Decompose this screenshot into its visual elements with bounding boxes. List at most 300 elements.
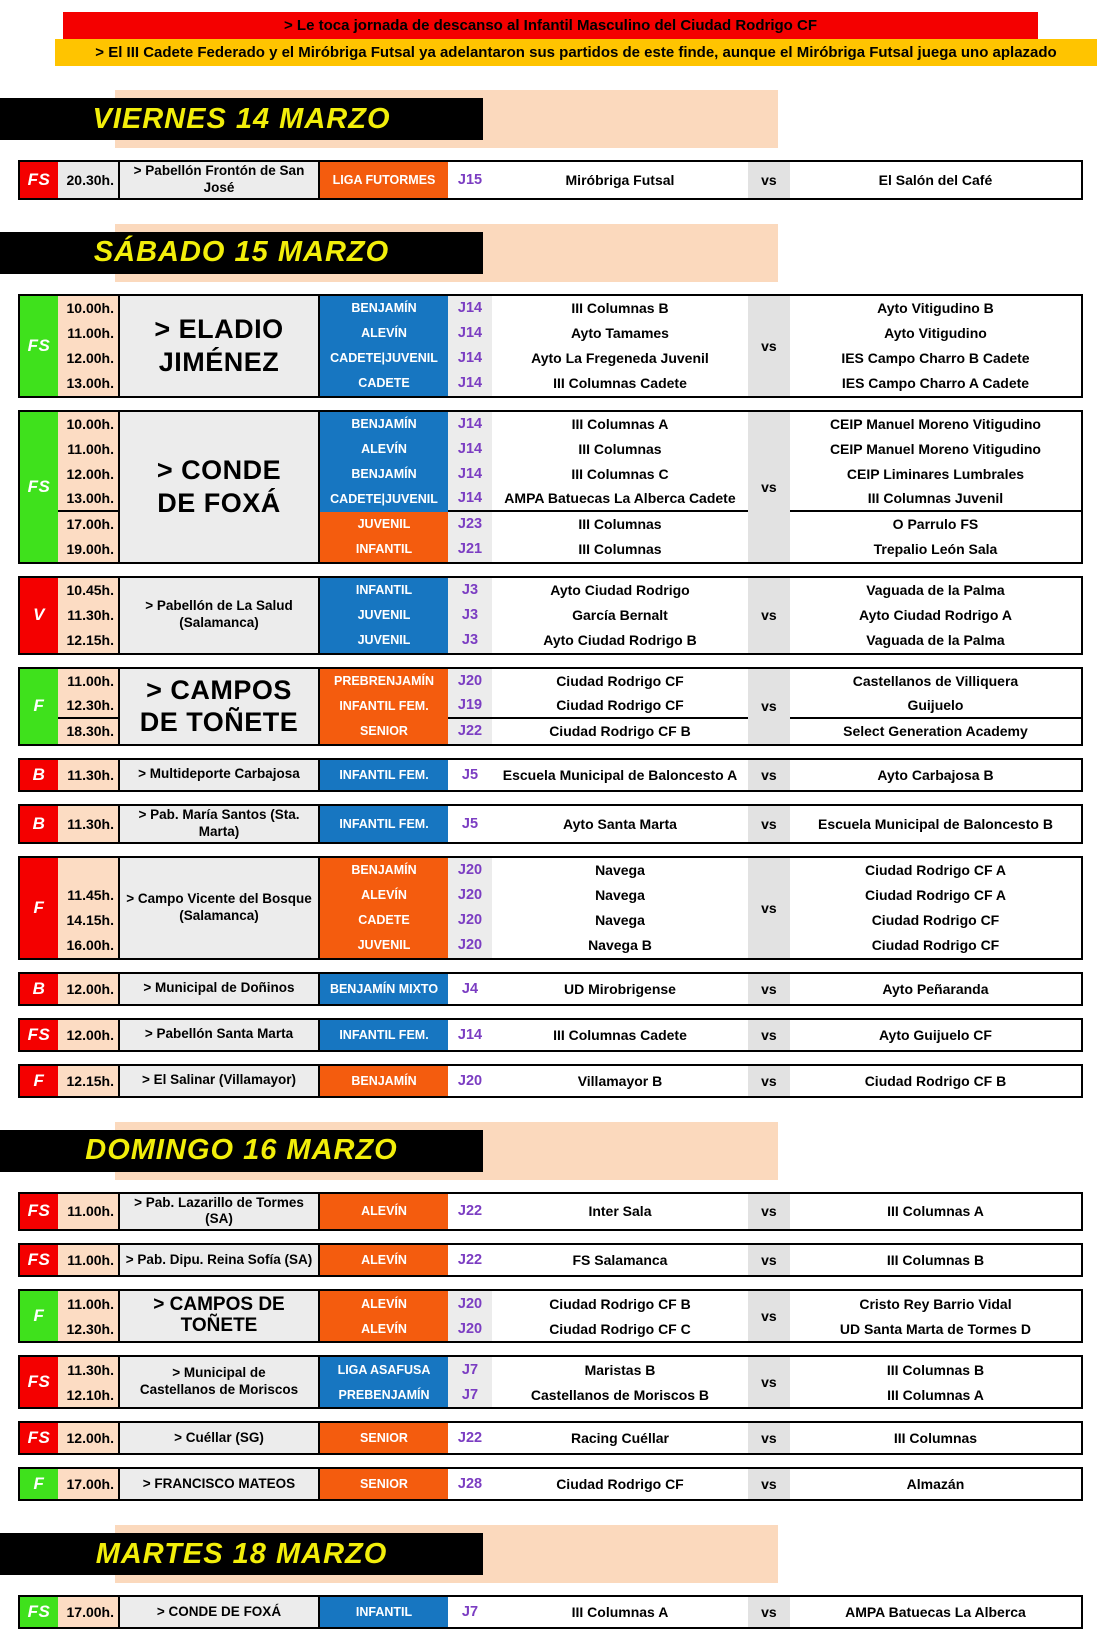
away-team-column <box>790 974 1081 1004</box>
home-team: Escuela Municipal de Baloncesto A <box>502 766 738 783</box>
category-badge: ALEVÍN <box>320 1291 448 1316</box>
time-label: 10.45h. <box>66 582 114 599</box>
category-badge: ALEVÍN <box>320 883 448 908</box>
vs-cell <box>748 858 790 958</box>
venue-name-line: > Pabellón Santa Marta <box>144 1026 294 1042</box>
fixture-block <box>18 1064 1083 1098</box>
venue-name-line: > Pabellón de La Salud <box>145 598 293 614</box>
home-team-column <box>492 1357 748 1407</box>
category-column <box>320 858 448 958</box>
category-badge: INFANTIL FEM. <box>320 760 448 790</box>
vs-label: vs <box>761 171 777 188</box>
jornada-column <box>448 1423 492 1453</box>
venue-name-line: > Multideporte Carbajosa <box>138 766 300 782</box>
jornada-label: J5 <box>461 815 479 832</box>
competition-badge: B <box>20 806 58 842</box>
time-label: 11.00h. <box>67 1252 114 1269</box>
vs-label: vs <box>761 815 777 832</box>
vs-label: vs <box>761 1604 777 1621</box>
time-label: 13.00h. <box>66 375 114 392</box>
away-team-column <box>790 858 1081 958</box>
venue-cell <box>118 1066 320 1096</box>
vs-label: vs <box>761 1203 777 1220</box>
venue-cell <box>118 296 320 396</box>
category-column <box>320 1245 448 1275</box>
category-badge: PREBENJAMÍN <box>320 1382 448 1407</box>
home-team: III Columnas B <box>571 300 669 317</box>
time-label: 11.00h. <box>67 441 114 458</box>
venue-name-line: JIMÉNEZ <box>158 346 280 377</box>
away-team: III Columnas B <box>886 1361 985 1378</box>
category-column <box>320 1357 448 1407</box>
time-label: 17.00h. <box>66 1476 114 1493</box>
day-header-box <box>0 98 483 140</box>
time-label: 17.00h. <box>66 1604 114 1621</box>
jornada-column <box>448 858 492 958</box>
jornada-label: J14 <box>457 441 483 458</box>
day-header-label: DOMINGO 16 MARZO <box>85 1134 398 1166</box>
competition-badge: F <box>20 1066 58 1096</box>
home-team: Racing Cuéllar <box>570 1430 669 1447</box>
jornada-label: J14 <box>457 466 483 483</box>
time-label: 12.30h. <box>66 1320 114 1337</box>
jornada-label: J19 <box>448 694 492 719</box>
time-label: 12.00h. <box>66 1026 114 1043</box>
category-badge: PREBRENJAMÍN <box>320 669 448 694</box>
away-team: CEIP Liminares Lumbrales <box>846 466 1025 483</box>
away-team-column <box>790 1066 1081 1096</box>
away-team: III Columnas B <box>886 1252 985 1269</box>
vs-cell <box>748 1020 790 1050</box>
away-team: Vaguada de la Palma <box>866 582 1005 599</box>
vs-cell <box>748 412 790 562</box>
category-badge: SENIOR <box>320 1423 448 1453</box>
venue-name-line: > Cuéllar (SG) <box>174 1429 264 1445</box>
away-team-column <box>790 1020 1081 1050</box>
home-team-column <box>492 1066 748 1096</box>
category-badge: SENIOR <box>320 1469 448 1499</box>
away-team: Ciudad Rodrigo CF <box>871 937 1000 953</box>
day-header <box>0 90 1101 148</box>
competition-badge: FS <box>20 1245 58 1275</box>
day-header <box>0 224 1101 282</box>
venue-name-line: > Pab. María Santos (Sta. Marta) <box>138 806 300 839</box>
venue-cell <box>118 1423 320 1453</box>
venue-cell <box>118 1597 320 1627</box>
venue-cell <box>118 1291 320 1341</box>
jornada-label: J15 <box>457 171 483 188</box>
time-column <box>58 1245 118 1275</box>
venue-name-line: (Salamanca) <box>179 615 259 631</box>
home-team: Ciudad Rodrigo CF <box>556 673 684 690</box>
time-column <box>58 162 118 198</box>
home-team: Ciudad Rodrigo CF B <box>549 1295 691 1312</box>
away-team: III Columnas A <box>887 1203 984 1220</box>
time-label: 16.00h. <box>66 937 114 953</box>
fixture-block <box>18 1467 1083 1501</box>
category-badge: LIGA ASAFUSA <box>320 1357 448 1382</box>
venue-cell <box>118 1194 320 1230</box>
time-column <box>58 1020 118 1050</box>
vs-label: vs <box>761 1476 777 1493</box>
category-column <box>320 669 448 744</box>
category-badge: JUVENIL <box>320 933 448 958</box>
away-team-column <box>790 1357 1081 1407</box>
away-team-column <box>790 1423 1081 1453</box>
home-team-column <box>492 162 748 198</box>
away-team: Ayto Ciudad Rodrigo A <box>858 607 1012 624</box>
jornada-label: J20 <box>457 673 483 690</box>
category-column <box>320 162 448 198</box>
time-label: 12.00h. <box>66 1430 114 1447</box>
time-column <box>58 760 118 790</box>
venue-cell <box>118 669 320 744</box>
away-team: Vaguada de la Palma <box>866 632 1005 649</box>
jornada-label: J20 <box>457 887 483 903</box>
category-badge: INFANTIL FEM. <box>320 694 448 719</box>
jornada-column <box>448 760 492 790</box>
time-label: 12.00h. <box>66 466 114 483</box>
home-team-column <box>492 1423 748 1453</box>
home-team: Ciudad Rodrigo CF <box>492 694 748 719</box>
away-team-column <box>790 1291 1081 1341</box>
jornada-column <box>448 578 492 653</box>
venue-name-line: > Campo Vicente del Bosque <box>126 890 312 906</box>
day-header-box <box>0 1130 483 1172</box>
category-badge: CADETE <box>320 371 448 396</box>
home-team: III Columnas A <box>571 1604 669 1621</box>
venue-cell <box>118 1020 320 1050</box>
jornada-label: J22 <box>457 1203 483 1220</box>
schedule <box>0 90 1101 1629</box>
venue-name-line: > ELADIO <box>154 314 284 345</box>
category-column <box>320 578 448 653</box>
vs-cell <box>748 162 790 198</box>
home-team: III Columnas <box>578 441 662 458</box>
away-team: Trepalio León Sala <box>873 541 998 558</box>
time-label: 11.00h. <box>67 325 114 342</box>
time-column <box>58 1066 118 1096</box>
vs-label: vs <box>761 1072 777 1089</box>
away-team: III Columnas A <box>887 1386 984 1403</box>
away-team: IES Campo Charro B Cadete <box>841 350 1030 367</box>
time-column <box>58 1597 118 1627</box>
home-team: Inter Sala <box>588 1203 652 1220</box>
away-team-column <box>790 162 1081 198</box>
fixture-block <box>18 856 1083 960</box>
time-label: 11.00h. <box>67 1295 114 1312</box>
category-column <box>320 412 448 562</box>
category-badge: SENIOR <box>320 719 448 744</box>
away-team: CEIP Manuel Moreno Vitigudino <box>829 441 1041 458</box>
time-label: 11.00h. <box>67 1203 114 1220</box>
venue-name-line: > CONDE <box>156 455 282 486</box>
jornada-column <box>448 669 492 744</box>
away-team: Ayto Vitigudino B <box>877 300 994 317</box>
home-team: III Columnas A <box>571 416 669 433</box>
competition-badge: FS <box>20 1357 58 1407</box>
home-team: FS Salamanca <box>572 1252 668 1269</box>
jornada-label: J23 <box>457 516 483 533</box>
vs-label: vs <box>761 980 777 997</box>
time-label: 12.30h. <box>58 694 118 719</box>
venue-cell <box>118 1469 320 1499</box>
jornada-column <box>448 1245 492 1275</box>
category-column <box>320 1423 448 1453</box>
competition-badge: V <box>20 578 58 653</box>
venue-name-line: > El Salinar (Villamayor) <box>142 1072 296 1088</box>
jornada-label: J3 <box>461 607 479 624</box>
home-team: Navega B <box>588 937 652 953</box>
venue-name-line: > Pabellón Frontón de San José <box>133 163 305 195</box>
fixture-block <box>18 1421 1083 1455</box>
away-team: AMPA Batuecas La Alberca <box>845 1604 1026 1621</box>
category-column <box>320 1291 448 1341</box>
time-label: 12.00h. <box>66 980 114 997</box>
home-team: Miróbriga Futsal <box>565 171 675 188</box>
jornada-label: J21 <box>457 541 483 558</box>
home-team: III Columnas <box>578 516 662 533</box>
home-team-column <box>492 760 748 790</box>
time-label: 11.30h. <box>67 607 114 624</box>
jornada-column <box>448 974 492 1004</box>
home-team-column <box>492 578 748 653</box>
fixture-block <box>18 804 1083 844</box>
away-team: Castellanos de Villiquera <box>852 673 1019 690</box>
home-team: Maristas B <box>584 1361 656 1378</box>
fixture-block <box>18 294 1083 398</box>
time-column <box>58 669 118 744</box>
home-team-column <box>492 412 748 562</box>
home-team: Ayto Ciudad Rodrigo B <box>543 632 697 649</box>
vs-label: vs <box>761 337 777 354</box>
competition-badge: FS <box>20 1597 58 1627</box>
home-team: Ciudad Rodrigo CF <box>556 1476 684 1493</box>
banner-advanced-matches-notice <box>55 39 1097 66</box>
jornada-column <box>448 296 492 396</box>
away-team: El Salón del Café <box>878 171 993 188</box>
time-column <box>58 1194 118 1230</box>
day-header-label: MARTES 18 MARZO <box>95 1537 388 1570</box>
home-team-column <box>492 1020 748 1050</box>
competition-badge: FS <box>20 162 58 198</box>
time-column <box>58 1357 118 1407</box>
home-team: Ciudad Rodrigo CF B <box>549 723 691 740</box>
vs-label: vs <box>761 1374 777 1391</box>
competition-badge: FS <box>20 296 58 396</box>
venue-name-line: > Pab. Dipu. Reina Sofía (SA) <box>125 1251 313 1267</box>
category-badge: JUVENIL <box>320 628 448 653</box>
jornada-column <box>448 162 492 198</box>
fixture-block <box>18 576 1083 655</box>
away-team: CEIP Manuel Moreno Vitigudino <box>829 416 1041 433</box>
home-team: AMPA Batuecas La Alberca Cadete <box>492 487 748 512</box>
time-label: 12.10h. <box>66 1386 114 1403</box>
category-column <box>320 806 448 842</box>
away-team: III Columnas <box>893 1430 978 1447</box>
category-badge: INFANTIL FEM. <box>320 806 448 842</box>
category-badge: BENJAMÍN <box>320 1066 448 1096</box>
home-team: Ayto Santa Marta <box>563 815 677 832</box>
time-column <box>58 412 118 562</box>
fixture-block <box>18 410 1083 564</box>
home-team: III Columnas C <box>571 466 669 483</box>
category-badge: ALEVÍN <box>320 437 448 462</box>
vs-label: vs <box>761 478 777 495</box>
day-header <box>0 1525 1101 1583</box>
jornada-label: J3 <box>461 632 479 649</box>
vs-label: vs <box>761 607 777 624</box>
time-label: 11.30h. <box>67 815 114 832</box>
vs-cell <box>748 1066 790 1096</box>
away-team: Ayto Vitigudino <box>884 325 987 342</box>
away-team: UD Santa Marta de Tormes D <box>839 1320 1032 1337</box>
competition-badge: FS <box>20 412 58 562</box>
home-team: III Columnas Cadete <box>553 1026 687 1043</box>
away-team: Ayto Guijuelo CF <box>878 1026 992 1043</box>
jornada-label: J14 <box>457 375 483 392</box>
vs-cell <box>748 1469 790 1499</box>
venue-name-line: (Salamanca) <box>179 907 259 923</box>
category-badge: CADETE|JUVENIL <box>320 487 448 512</box>
day-header-label: SÁBADO 15 MARZO <box>93 236 390 269</box>
venue-cell <box>118 1357 320 1407</box>
jornada-label: J20 <box>457 862 483 878</box>
time-label: 18.30h. <box>66 723 114 740</box>
away-team-column <box>790 296 1081 396</box>
time-label: 14.15h. <box>66 912 114 928</box>
home-team: Ayto Tamames <box>570 325 669 342</box>
category-badge: ALEVÍN <box>320 1316 448 1341</box>
time-label: 20.30h. <box>66 171 114 188</box>
vs-cell <box>748 1597 790 1627</box>
venue-name-line: > FRANCISCO MATEOS <box>142 1475 296 1491</box>
time-column <box>58 578 118 653</box>
banner-rest-notice <box>63 12 1038 39</box>
home-team-column <box>492 1291 748 1341</box>
category-badge: INFANTIL <box>320 1597 448 1627</box>
day-header-label: VIERNES 14 MARZO <box>92 102 391 135</box>
time-column <box>58 296 118 396</box>
away-team-column <box>790 806 1081 842</box>
category-badge: BENJAMÍN <box>320 296 448 321</box>
time-label: 13.00h. <box>58 487 118 512</box>
jornada-label: J7 <box>461 1604 479 1621</box>
away-team: Ciudad Rodrigo CF <box>871 912 1000 928</box>
home-team: UD Mirobrigense <box>563 980 676 997</box>
vs-cell <box>748 1291 790 1341</box>
category-column <box>320 1469 448 1499</box>
jornada-label: J14 <box>457 325 483 342</box>
banner-text: > Le toca jornada de descanso al Infantil Masculino del Ciudad Rodrigo CF <box>284 17 817 34</box>
jornada-label: J5 <box>461 766 479 783</box>
away-team: Ayto Peñaranda <box>882 980 989 997</box>
time-label: 17.00h. <box>66 516 114 533</box>
home-team-column <box>492 1194 748 1230</box>
jornada-label: J14 <box>448 487 492 512</box>
away-team: Select Generation Academy <box>843 723 1028 740</box>
venue-cell <box>118 1245 320 1275</box>
venue-cell <box>118 162 320 198</box>
jornada-label: J20 <box>457 937 483 953</box>
home-team-column <box>492 1469 748 1499</box>
venue-cell <box>118 858 320 958</box>
jornada-column <box>448 1597 492 1627</box>
time-label: 10.00h. <box>66 300 114 317</box>
jornada-label: J20 <box>457 912 483 928</box>
away-team-column <box>790 1245 1081 1275</box>
time-label: 12.00h. <box>66 350 114 367</box>
home-team: Ayto Ciudad Rodrigo <box>550 582 690 599</box>
jornada-label: J14 <box>457 416 483 433</box>
away-team-column <box>790 1194 1081 1230</box>
category-column <box>320 974 448 1004</box>
jornada-label: J3 <box>461 582 479 599</box>
vs-label: vs <box>761 1430 777 1447</box>
competition-badge: B <box>20 974 58 1004</box>
jornada-column <box>448 1291 492 1341</box>
jornada-label: J7 <box>461 1361 479 1378</box>
category-badge: ALEVÍN <box>320 1245 448 1275</box>
time-label: 11.00h. <box>67 673 114 690</box>
vs-cell <box>748 578 790 653</box>
fixture-block <box>18 1289 1083 1343</box>
category-badge: CADETE <box>320 908 448 933</box>
home-team: III Columnas <box>578 541 662 558</box>
jornada-column <box>448 1194 492 1230</box>
vs-cell <box>748 974 790 1004</box>
time-label: 10.00h. <box>66 416 114 433</box>
away-team-column <box>790 578 1081 653</box>
venue-name-line: > CAMPOS DE TOÑETE <box>153 1294 285 1337</box>
day-header-box <box>0 1533 483 1575</box>
away-team: Almazán <box>906 1476 965 1493</box>
jornada-column <box>448 412 492 562</box>
day-header <box>0 1122 1101 1180</box>
fixture-block <box>18 160 1083 200</box>
time-label: 12.15h. <box>66 1072 114 1089</box>
home-team: Ayto La Fregeneda Juvenil <box>531 350 709 367</box>
time-label: 11.30h. <box>67 766 114 783</box>
time-label: 11.45h. <box>67 887 114 903</box>
jornada-label: J7 <box>461 1386 479 1403</box>
jornada-label: J20 <box>457 1072 483 1089</box>
vs-cell <box>748 1245 790 1275</box>
home-team-column <box>492 858 748 958</box>
away-team: Guijuelo <box>790 694 1081 719</box>
vs-label: vs <box>761 1026 777 1043</box>
jornada-label: J14 <box>457 300 483 317</box>
category-badge: INFANTIL FEM. <box>320 1020 448 1050</box>
away-team: Ayto Carbajosa B <box>877 766 994 783</box>
fixture-block <box>18 1018 1083 1052</box>
fixture-block <box>18 1192 1083 1232</box>
venue-name-line: DE TOÑETE <box>139 707 299 738</box>
competition-badge: FS <box>20 1423 58 1453</box>
category-column <box>320 1597 448 1627</box>
jornada-label: J28 <box>457 1476 483 1493</box>
category-badge: ALEVÍN <box>320 321 448 346</box>
jornada-label: J20 <box>457 1295 483 1312</box>
category-badge: JUVENIL <box>320 512 448 537</box>
away-team: III Columnas Juvenil <box>790 487 1081 512</box>
vs-cell <box>748 1357 790 1407</box>
category-badge: BENJAMÍN MIXTO <box>320 974 448 1004</box>
category-badge: INFANTIL <box>320 537 448 562</box>
venue-cell <box>118 578 320 653</box>
home-team: Ciudad Rodrigo CF C <box>549 1320 691 1337</box>
competition-badge: FS <box>20 1194 58 1230</box>
